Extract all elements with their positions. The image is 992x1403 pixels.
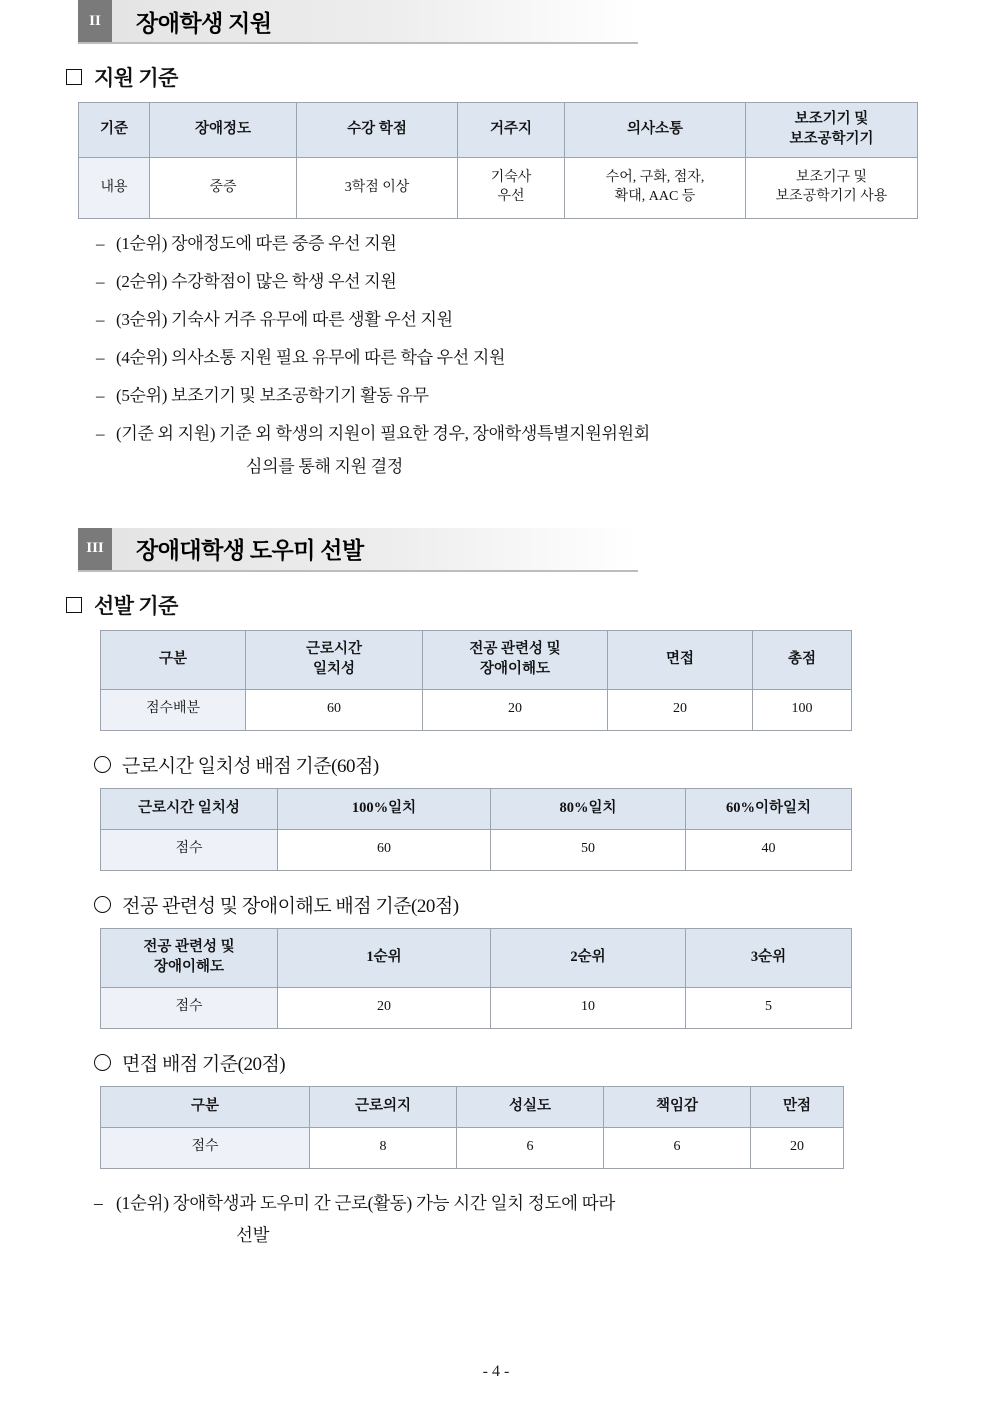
cell-hours-score-60: 40 (686, 829, 852, 870)
circle-bullet-icon (94, 756, 111, 773)
table-row (101, 1086, 844, 1127)
selection-note-line2: 선발 (236, 1225, 270, 1246)
heading-interview-criteria (94, 1049, 992, 1076)
row-header-score: 점수 (101, 1127, 310, 1168)
col-header-work-hours-match (246, 630, 423, 689)
cell-interview-total: 20 (751, 1127, 844, 1168)
cell-residence-line1: 기숙사 (490, 170, 532, 186)
cell-hours-score-80: 50 (491, 829, 686, 870)
table-row (101, 689, 852, 730)
col-header-major-line1: 전공 관련성 및 (469, 641, 561, 657)
cell-devices-line2: 보조공학기기 사용 (775, 189, 888, 204)
col-header-total: 총점 (753, 630, 852, 689)
col-header-major-line2: 장애이해도 (153, 958, 225, 975)
section-header-2 (78, 0, 638, 44)
col-header-work-will: 근로의지 (310, 1086, 457, 1127)
cell-major-score-3: 5 (686, 987, 852, 1028)
heading-major-criteria (94, 891, 992, 918)
col-header-rank-3: 3순위 (686, 928, 852, 987)
heading-label: 근로시간 일치성 배점 기준(60점) (122, 755, 379, 777)
cell-interview-responsibility: 6 (604, 1127, 751, 1168)
section-title-3: 장애대학생 도우미 선발 (136, 538, 364, 564)
support-priority-list (0, 233, 992, 479)
heading-label: 면접 배점 기준(20점) (122, 1053, 286, 1075)
col-header-communication: 의사소통 (565, 103, 746, 158)
cell-hours-score-100: 60 (278, 829, 491, 870)
list-item-exception (96, 423, 992, 479)
table-row (79, 158, 918, 219)
section-number-3: III (78, 528, 112, 570)
col-header-devices (746, 103, 918, 158)
cell-residence-line2: 우선 (497, 189, 525, 204)
list-item: – (5순위) 보조기기 및 보조공학기기 활동 유무 (96, 385, 992, 408)
col-header-rank-1: 1순위 (278, 928, 491, 987)
cell-score-work-hours: 60 (246, 689, 423, 730)
cell-communication-line2: 확대, AAC 등 (614, 189, 696, 204)
row-header-score-distribution: 점수배분 (101, 689, 246, 730)
col-header-work-hours-line2: 일치성 (312, 660, 356, 677)
selection-note-line1: (1순위) 장애학생과 도우미 간 근로(활동) 가능 시간 일치 정도에 따라 (116, 1192, 615, 1213)
list-item: – (3순위) 기숙사 거주 유무에 따른 생활 우선 지원 (96, 309, 992, 332)
table-row (101, 928, 852, 987)
col-header-rank-2: 2순위 (491, 928, 686, 987)
cell-score-interview: 20 (608, 689, 753, 730)
exception-line2: 심의를 통해 지원 결정 (246, 456, 403, 476)
col-header-sincerity: 성실도 (457, 1086, 604, 1127)
col-header-devices-line1: 보조기기 및 (794, 111, 869, 128)
col-header-disability: 장애정도 (150, 103, 297, 158)
table-row (101, 829, 852, 870)
selection-note (94, 1191, 992, 1248)
page-number: - 4 - (482, 1363, 510, 1380)
cell-interview-sincerity: 6 (457, 1127, 604, 1168)
exception-line1: (기준 외 지원) 기준 외 학생의 지원이 필요한 경우, 장애학생특별지원위원회 (116, 423, 650, 443)
col-header-category: 구분 (101, 1086, 310, 1127)
col-header-full-score: 만점 (751, 1086, 844, 1127)
list-item: – (1순위) 장애정도에 따른 중증 우선 지원 (96, 233, 992, 256)
cell-major-score-1: 20 (278, 987, 491, 1028)
circle-bullet-icon (94, 1054, 111, 1071)
heading-label: 전공 관련성 및 장애이해도 배점 기준(20점) (122, 895, 459, 917)
work-hours-score-table (100, 788, 852, 871)
cell-devices (746, 158, 918, 219)
col-header-devices-line2: 보조공학기기 (789, 131, 874, 147)
cell-score-major: 20 (423, 689, 608, 730)
table-row (101, 630, 852, 689)
table-row (79, 103, 918, 158)
table-row (101, 1127, 844, 1168)
col-header-work-hours-line1: 근로시간 (305, 641, 363, 657)
list-item: – (4순위) 의사소통 지원 필요 유무에 따른 학습 우선 지원 (96, 347, 992, 370)
col-header-major-line2: 장애이해도 (479, 660, 551, 677)
heading-work-hours-criteria (94, 751, 992, 778)
col-header-category: 구분 (101, 630, 246, 689)
table-row (101, 987, 852, 1028)
section-header-3 (78, 528, 638, 572)
col-header-major-understanding (101, 928, 278, 987)
score-distribution-table (100, 630, 852, 731)
section-number-2: II (78, 0, 112, 42)
cell-score-total: 100 (753, 689, 852, 730)
cell-communication-line1: 수어, 구화, 점자, (605, 170, 705, 186)
subheading-label: 지원 기준 (94, 66, 178, 90)
col-header-work-hours-match: 근로시간 일치성 (101, 788, 278, 829)
cell-major-score-2: 10 (491, 987, 686, 1028)
row-header-score: 점수 (101, 987, 278, 1028)
section-title-2: 장애학생 지원 (136, 10, 272, 36)
circle-bullet-icon (94, 896, 111, 913)
col-header-major-understanding (423, 630, 608, 689)
col-header-match-80: 80%일치 (491, 788, 686, 829)
col-header-credits: 수강 학점 (297, 103, 458, 158)
col-header-responsibility: 책임감 (604, 1086, 751, 1127)
row-header-score: 점수 (101, 829, 278, 870)
col-header-match-100: 100%일치 (278, 788, 491, 829)
row-header-content: 내용 (79, 158, 150, 219)
interview-score-table (100, 1086, 844, 1169)
subheading-selection-criteria (66, 590, 992, 620)
square-bullet-icon (66, 597, 82, 613)
cell-interview-work-will: 8 (310, 1127, 457, 1168)
cell-disability: 중증 (150, 158, 297, 219)
cell-communication (565, 158, 746, 219)
col-header-major-line1: 전공 관련성 및 (143, 939, 235, 955)
major-relevance-score-table (100, 928, 852, 1029)
col-header-residence: 거주지 (458, 103, 565, 158)
col-header-criterion: 기준 (79, 103, 150, 158)
col-header-match-60: 60%이하일치 (686, 788, 852, 829)
square-bullet-icon (66, 69, 82, 85)
list-item: – (2순위) 수강학점이 많은 학생 우선 지원 (96, 271, 992, 294)
cell-credits: 3학점 이상 (297, 158, 458, 219)
cell-devices-line1: 보조기구 및 (795, 170, 868, 186)
col-header-interview: 면접 (608, 630, 753, 689)
cell-residence (458, 158, 565, 219)
table-row (101, 788, 852, 829)
subheading-label: 선발 기준 (94, 593, 178, 618)
subheading-support-criteria (66, 62, 992, 92)
support-criteria-table (78, 102, 918, 219)
